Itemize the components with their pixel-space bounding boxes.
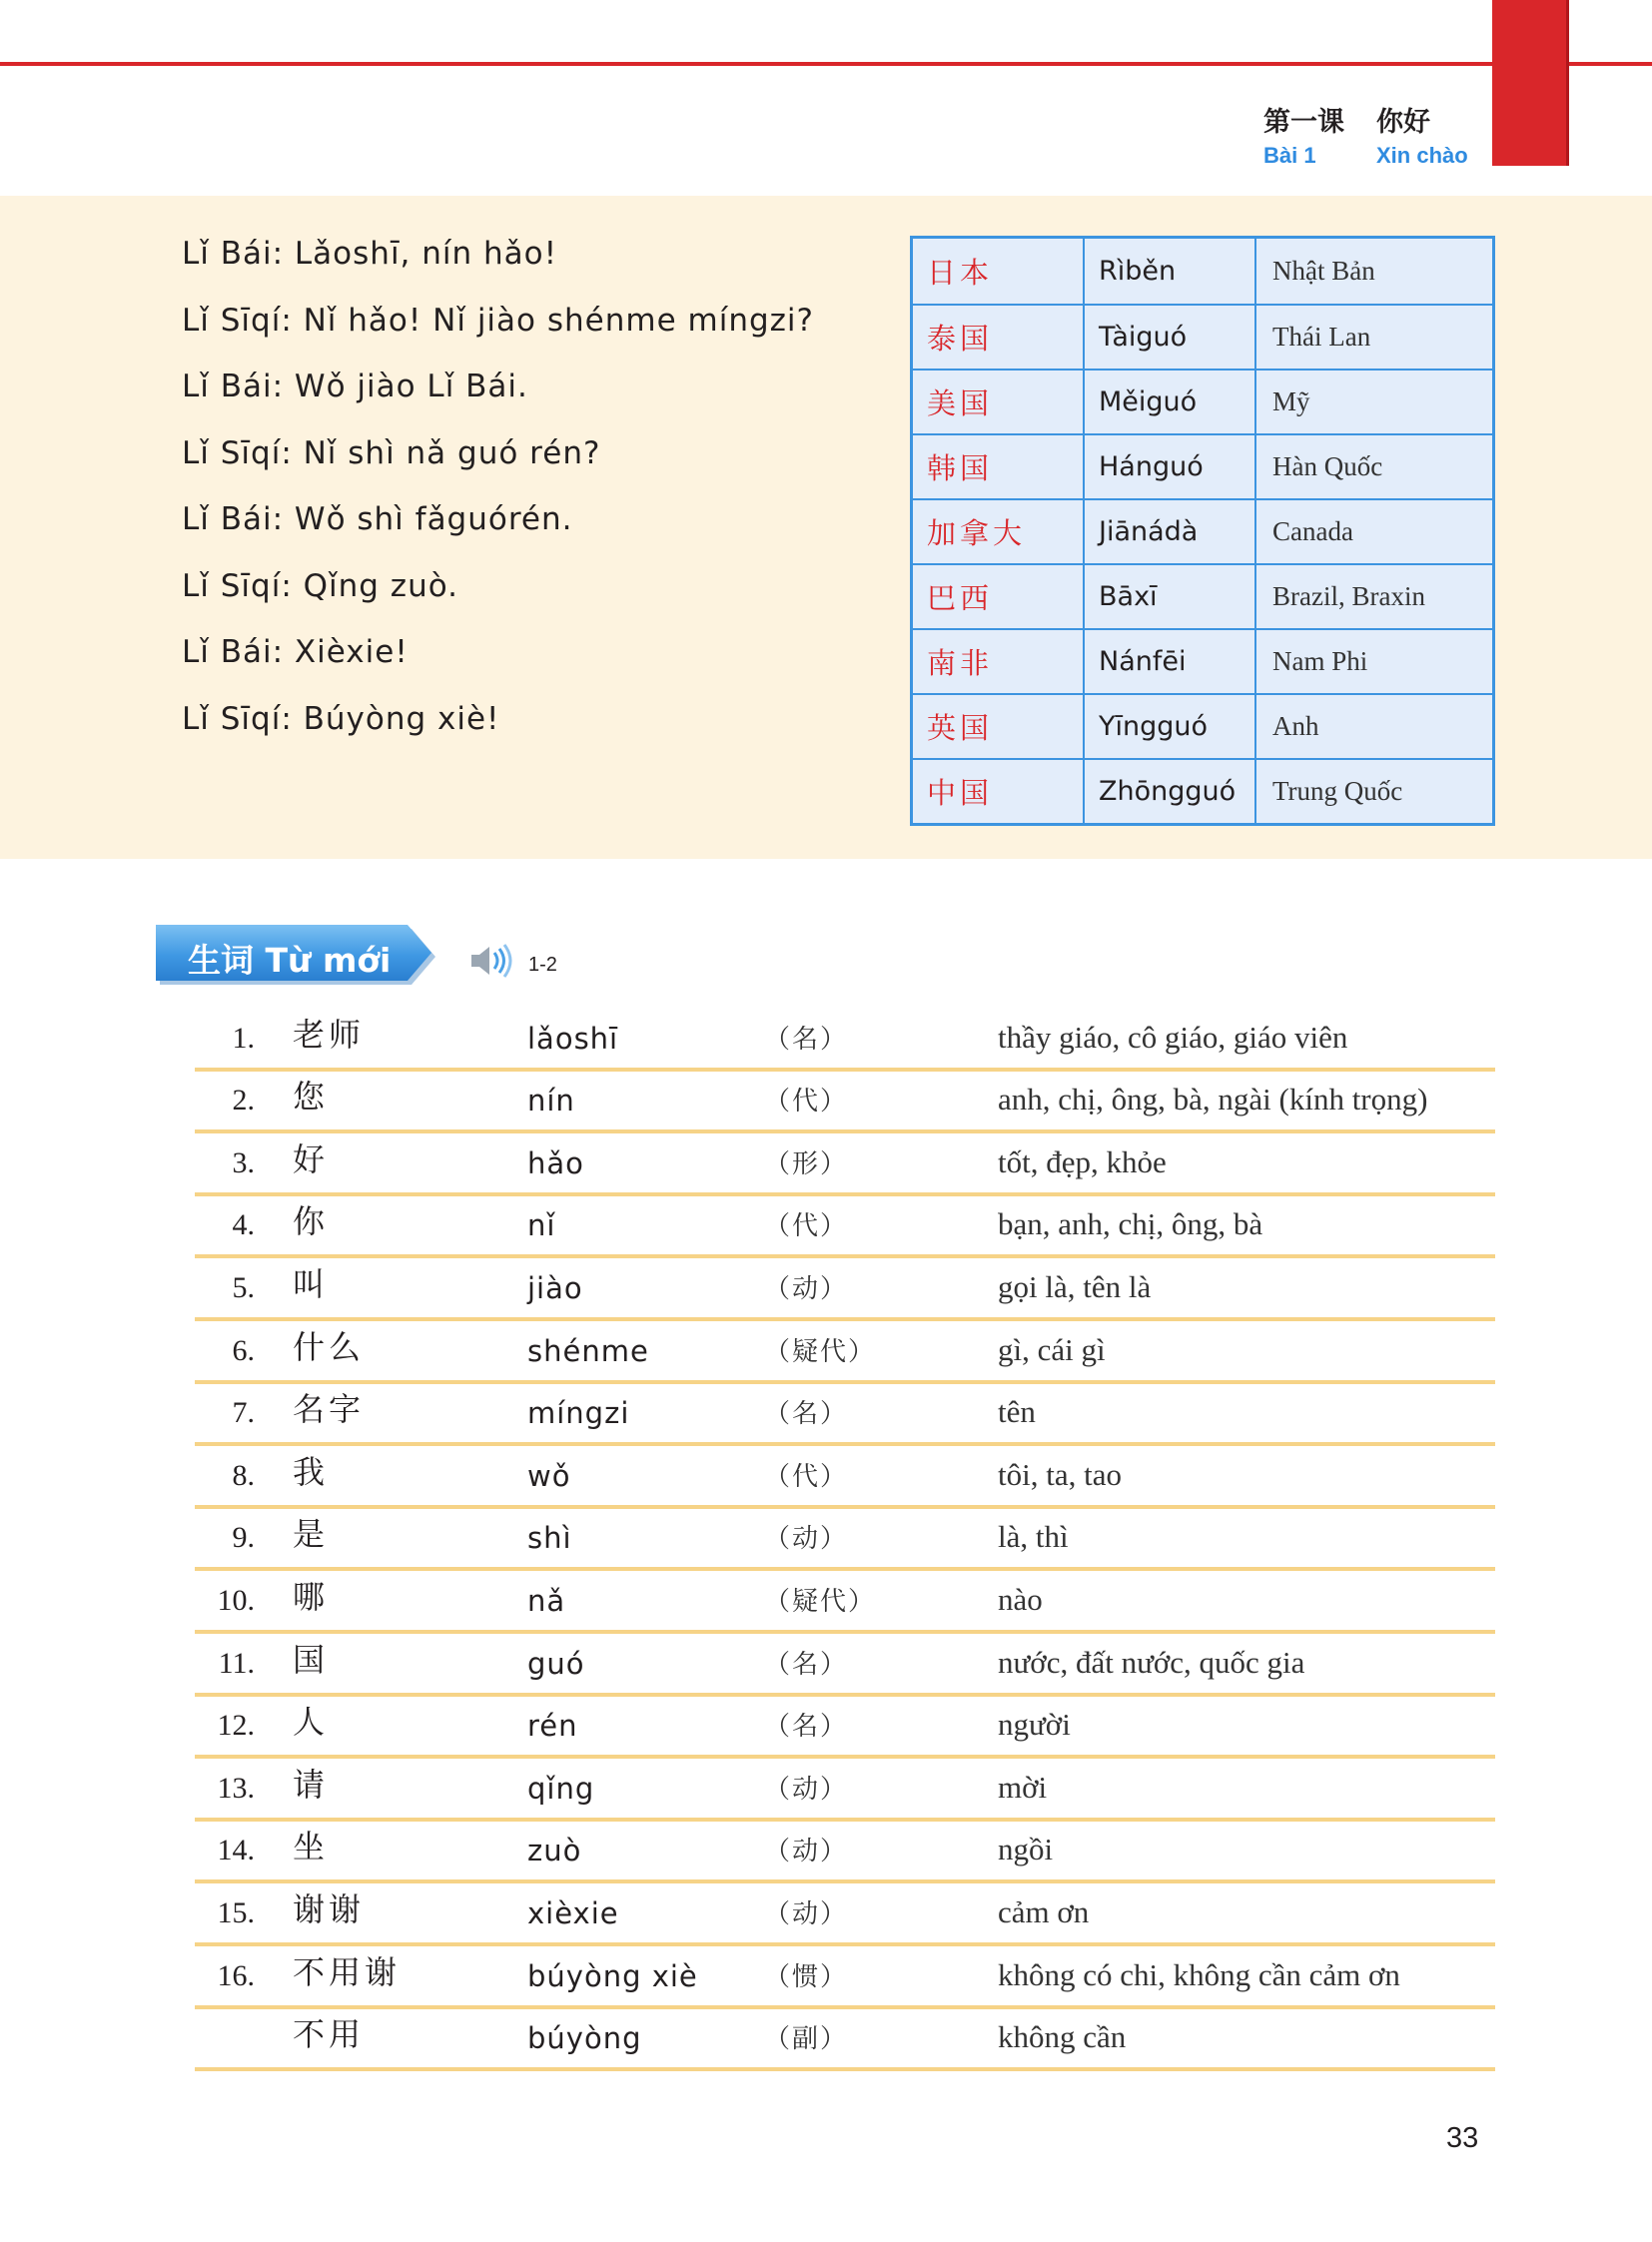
dialog-line: Lǐ Sīqí: Nǐ shì nǎ guó rén? — [182, 434, 601, 471]
vocab-row — [195, 1759, 1495, 1822]
country-name-vi: Anh — [1272, 711, 1319, 741]
lesson-title-vi: Xin chào — [1376, 143, 1468, 168]
vocab-pinyin: jiào — [527, 1270, 583, 1305]
vocab-number: 5. — [232, 1270, 255, 1304]
vocab-row — [195, 1321, 1495, 1384]
vocab-part-of-speech: （动） — [764, 1273, 849, 1304]
vocab-number: 12. — [217, 1709, 255, 1743]
vocab-pinyin: hǎo — [527, 1145, 584, 1180]
country-pinyin: Hánguó — [1085, 435, 1256, 498]
vocab-meaning: anh, chị, ông, bà, ngài (kính trọng) — [998, 1082, 1428, 1118]
country-row — [913, 239, 1492, 304]
country-row — [913, 433, 1492, 498]
vocab-row — [195, 1883, 1495, 1946]
lesson-number-zh: 第一课 — [1263, 107, 1344, 138]
dialog-line: Lǐ Sīqí: Nǐ hǎo! Nǐ jiào shénme míngzi? — [182, 302, 814, 339]
country-name-zh: 巴西 — [913, 565, 1085, 628]
vocab-part-of-speech: （副） — [764, 2024, 849, 2055]
vocab-pinyin: shì — [527, 1521, 572, 1556]
country-name-vi: Trung Quốc — [1272, 776, 1403, 806]
country-pinyin: Měiguó — [1085, 371, 1256, 433]
vocab-hanzi: 是 — [293, 1515, 330, 1554]
vocab-pinyin: lǎoshī — [527, 1021, 619, 1056]
vocab-part-of-speech: （代） — [764, 1087, 849, 1118]
vocab-row — [195, 1509, 1495, 1572]
vocab-part-of-speech: （动） — [764, 1524, 849, 1555]
vocab-part-of-speech: （代） — [764, 1461, 849, 1492]
vocab-hanzi: 坐 — [293, 1828, 330, 1867]
vocab-number: 4. — [232, 1208, 255, 1242]
vocab-meaning: gì, cái gì — [998, 1331, 1106, 1367]
vocab-part-of-speech: （名） — [764, 1024, 849, 1055]
vocab-pinyin: búyòng — [527, 2021, 642, 2056]
country-pinyin: Zhōngguó — [1085, 760, 1256, 823]
country-pinyin: Bāxī — [1085, 565, 1256, 628]
country-name-zh: 美国 — [913, 371, 1085, 433]
vocab-row — [195, 1196, 1495, 1259]
country-row — [913, 563, 1492, 628]
vocab-hanzi: 我 — [293, 1452, 330, 1491]
vocab-number: 7. — [232, 1396, 255, 1430]
vocab-meaning: cảm ơn — [998, 1893, 1090, 1929]
vocab-pinyin: búyòng xiè — [527, 1958, 698, 1993]
vocab-row — [195, 1697, 1495, 1760]
country-name-zh: 泰国 — [913, 306, 1085, 369]
vocab-row — [195, 1009, 1495, 1072]
vocab-hanzi: 不用 — [293, 2015, 366, 2054]
country-row — [913, 693, 1492, 758]
country-name-vi: Hàn Quốc — [1272, 451, 1383, 481]
vocab-row — [195, 1946, 1495, 2009]
dialog-lines — [182, 230, 814, 761]
dialog-line: Lǐ Bái: Lǎoshī, nín hǎo! — [182, 236, 558, 272]
vocab-hanzi: 什么 — [293, 1327, 366, 1366]
vocab-pinyin: xièxie — [527, 1895, 619, 1930]
country-row — [913, 304, 1492, 369]
vocab-pinyin: rén — [527, 1709, 578, 1744]
country-row — [913, 369, 1492, 433]
vocab-row — [195, 1384, 1495, 1447]
vocab-row — [195, 1072, 1495, 1134]
vocab-number: 11. — [218, 1646, 255, 1680]
country-name-zh: 中国 — [913, 760, 1085, 823]
vocab-number: 14. — [217, 1834, 255, 1868]
dialog-line: Lǐ Bái: Wǒ jiào Lǐ Bái. — [182, 369, 528, 404]
vocab-number: 13. — [217, 1771, 255, 1805]
page-number: 33 — [1446, 2122, 1479, 2154]
country-name-vi: Mỹ — [1272, 386, 1310, 416]
vocab-meaning: mời — [998, 1769, 1048, 1805]
vocab-pinyin: nǎ — [527, 1583, 566, 1618]
lesson-title-zh: 你好 — [1376, 107, 1430, 138]
vocab-hanzi: 请 — [293, 1765, 330, 1804]
vocab-row — [195, 1634, 1495, 1697]
vocab-hanzi: 不用谢 — [293, 1952, 402, 1991]
vocab-row — [195, 1133, 1495, 1196]
country-pinyin: Yīngguó — [1085, 695, 1256, 758]
vocab-meaning: tôi, ta, tao — [998, 1456, 1122, 1492]
vocab-number: 9. — [232, 1521, 255, 1555]
vocab-hanzi: 你 — [293, 1202, 330, 1241]
country-name-zh: 日本 — [913, 239, 1085, 304]
dialog-line: Lǐ Bái: Xièxie! — [182, 634, 409, 670]
vocab-hanzi: 您 — [293, 1078, 330, 1117]
vocab-number: 2. — [232, 1084, 255, 1118]
vocab-number: 16. — [217, 1958, 255, 1992]
vocab-part-of-speech: （形） — [764, 1148, 849, 1179]
vocab-hanzi: 人 — [293, 1703, 330, 1742]
country-name-vi: Canada — [1272, 516, 1353, 546]
vocab-part-of-speech: （名） — [764, 1399, 849, 1430]
lesson-title — [1376, 100, 1468, 169]
vocab-row — [195, 1446, 1495, 1509]
vocab-part-of-speech: （动） — [764, 1837, 849, 1868]
country-pinyin: Nánfēi — [1085, 630, 1256, 693]
vocab-meaning: không có chi, không cần cảm ơn — [998, 1956, 1400, 1992]
country-pinyin: Jiānádà — [1085, 500, 1256, 563]
vocab-number: 15. — [217, 1895, 255, 1929]
vocab-pinyin: shénme — [527, 1333, 649, 1368]
vocab-part-of-speech: （疑代） — [764, 1586, 877, 1617]
vocab-part-of-speech: （动） — [764, 1774, 849, 1805]
lesson-number — [1263, 100, 1344, 169]
vocab-hanzi: 名字 — [293, 1390, 366, 1429]
audio-speaker-icon[interactable] — [469, 943, 515, 979]
vocab-hanzi: 老师 — [293, 1015, 366, 1054]
country-pinyin: Rìběn — [1085, 239, 1256, 304]
vocab-hanzi: 哪 — [293, 1577, 330, 1616]
vocab-meaning: tốt, đẹp, khỏe — [998, 1143, 1167, 1179]
country-table — [910, 236, 1495, 826]
lesson-number-vi: Bài 1 — [1263, 143, 1316, 168]
country-row — [913, 628, 1492, 693]
vocab-number: 8. — [232, 1458, 255, 1492]
vocab-pinyin: qǐng — [527, 1771, 595, 1806]
vocab-pinyin: nǐ — [527, 1208, 556, 1243]
vocab-number: 1. — [232, 1021, 255, 1055]
vocab-number: 6. — [232, 1333, 255, 1367]
vocab-part-of-speech: （名） — [764, 1649, 849, 1680]
dialog-line: Lǐ Sīqí: Búyòng xiè! — [182, 700, 500, 737]
country-name-vi: Nam Phi — [1272, 646, 1368, 676]
vocab-meaning: thầy giáo, cô giáo, giáo viên — [998, 1019, 1348, 1055]
vocab-hanzi: 好 — [293, 1139, 330, 1178]
vocab-badge-label: 生词 Từ mới — [188, 941, 392, 980]
vocab-meaning: nước, đất nước, quốc gia — [998, 1644, 1305, 1680]
vocab-part-of-speech: （动） — [764, 1898, 849, 1929]
chapter-tab — [1492, 0, 1566, 166]
vocab-row — [195, 2009, 1495, 2072]
country-row — [913, 498, 1492, 563]
vocab-pinyin: míngzi — [527, 1396, 630, 1431]
vocab-row — [195, 1822, 1495, 1884]
vocab-meaning: gọi là, tên là — [998, 1268, 1152, 1304]
vocab-meaning: nào — [998, 1581, 1043, 1617]
header-rule — [0, 62, 1652, 66]
vocab-hanzi: 叫 — [293, 1264, 330, 1303]
vocab-pinyin: wǒ — [527, 1458, 571, 1493]
vocab-part-of-speech: （疑代） — [764, 1336, 877, 1367]
vocab-meaning: ngồi — [998, 1832, 1054, 1868]
vocab-hanzi: 谢谢 — [293, 1889, 366, 1928]
country-name-zh: 韩国 — [913, 435, 1085, 498]
vocab-number: 10. — [217, 1583, 255, 1617]
vocab-badge — [156, 923, 440, 987]
vocab-hanzi: 国 — [293, 1640, 330, 1679]
vocab-meaning: tên — [998, 1394, 1036, 1430]
vocab-list — [195, 1009, 1495, 2071]
country-name-zh: 南非 — [913, 630, 1085, 693]
vocab-row — [195, 1258, 1495, 1321]
vocab-pinyin: zuò — [527, 1834, 582, 1868]
vocab-meaning: không cần — [998, 2019, 1127, 2055]
vocab-pinyin: nín — [527, 1084, 575, 1119]
vocab-part-of-speech: （惯） — [764, 1961, 849, 1992]
dialog-line: Lǐ Sīqí: Qǐng zuò. — [182, 567, 459, 604]
country-name-zh: 英国 — [913, 695, 1085, 758]
vocab-part-of-speech: （代） — [764, 1211, 849, 1242]
vocab-meaning: bạn, anh, chị, ông, bà — [998, 1206, 1263, 1242]
country-name-vi: Brazil, Braxin — [1272, 581, 1425, 611]
vocab-meaning: là, thì — [998, 1519, 1069, 1555]
vocab-number: 3. — [232, 1145, 255, 1179]
country-name-vi: Nhật Bản — [1272, 256, 1375, 286]
vocab-part-of-speech: （名） — [764, 1712, 849, 1743]
vocab-meaning: người — [998, 1707, 1071, 1743]
vocab-row — [195, 1571, 1495, 1634]
country-name-vi: Thái Lan — [1272, 322, 1371, 352]
country-pinyin: Tàiguó — [1085, 306, 1256, 369]
dialog-line: Lǐ Bái: Wǒ shì fǎguórén. — [182, 501, 573, 537]
vocab-pinyin: guó — [527, 1646, 585, 1681]
country-name-zh: 加拿大 — [913, 500, 1085, 563]
country-row — [913, 758, 1492, 823]
audio-track-number: 1-2 — [528, 954, 557, 976]
